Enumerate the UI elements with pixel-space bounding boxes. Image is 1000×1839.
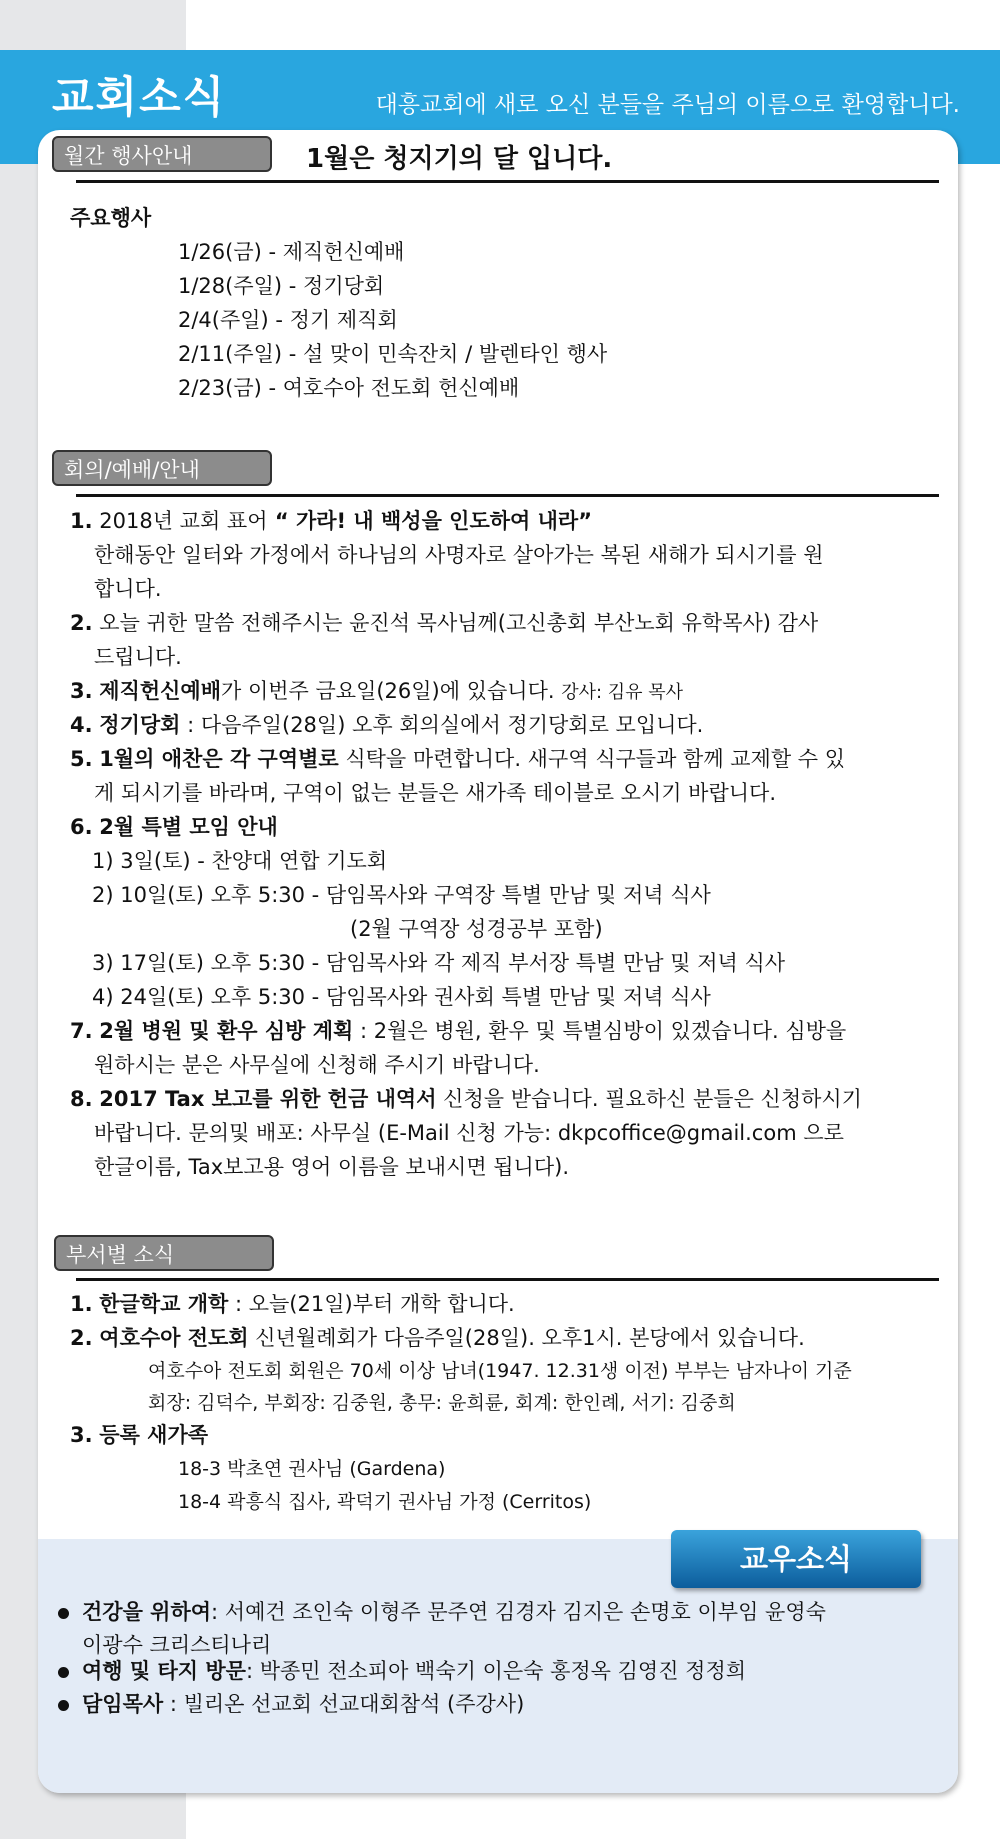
notice-item-8 (70, 1085, 862, 1113)
item-bold-text: 2017 Tax 보고를 위한 헌금 내역서 (99, 1087, 437, 1111)
member-news-pastor (82, 1690, 524, 1718)
event-item: 2/11(주일) - 설 맞이 민속잔치 / 발렌타인 행사 (178, 342, 608, 366)
item-continuation: 드립니다. (94, 645, 182, 669)
item-bold-text: “ 가라! 내 백성을 인도하여 내라” (267, 509, 592, 533)
item-bold-text: 여호수아 전도회 (99, 1326, 249, 1350)
dept-subnote: 회장: 김덕수, 부회장: 김중원, 총무: 윤희륜, 회계: 한인례, 서기: 김중희 (148, 1392, 736, 1414)
notice-item-2 (70, 609, 818, 637)
news-card (38, 130, 958, 1793)
item-text: 가 이번주 금요일(26일)에 있습니다. (221, 679, 555, 703)
notice-item-5 (70, 745, 845, 773)
item-continuation: 합니다. (94, 577, 162, 601)
member-news-travel (82, 1657, 746, 1685)
item-bold-text: 1월의 애찬은 각 구역별로 (99, 747, 339, 771)
item-number: 4. (70, 713, 93, 737)
section-divider (76, 1278, 939, 1281)
schedule-line: 3) 17일(토) 오후 5:30 - 담임목사와 각 제직 부서장 특별 만남 및 저녁 식사 (92, 951, 786, 975)
page-title: 교회소식 (52, 73, 227, 123)
item-bold-text: 2월 병원 및 환우 심방 계획 (99, 1019, 354, 1043)
item-number: 6. (70, 815, 93, 839)
item-bold-text: 한글학교 개학 (99, 1292, 229, 1316)
notice-item-7 (70, 1017, 846, 1045)
new-family-entry: 18-3 박초연 권사님 (Gardena) (178, 1458, 446, 1480)
section-divider (76, 180, 939, 183)
item-number: 3. (70, 679, 93, 703)
item-number: 8. (70, 1087, 93, 1111)
item-text: : 다음주일(28일) 오후 회의실에서 정기당회로 모입니다. (180, 713, 704, 737)
notice-item-1 (70, 507, 592, 535)
item-number: 2. (70, 1326, 93, 1350)
item-text: 오늘 귀한 말씀 전해주시는 윤진석 목사님께(고신총회 부산노회 유학목사) 감사 (99, 611, 819, 635)
item-text: 신년월례회가 다음주일(28일). 오후1시. 본당에서 있습니다. (248, 1326, 805, 1350)
notice-item-6 (70, 813, 278, 841)
item-continuation: 한글이름, Tax보고용 영어 이름을 보내시면 됩니다). (94, 1155, 570, 1179)
bullet-icon (58, 1608, 69, 1619)
item-bold-text: 건강을 위하여 (82, 1600, 212, 1624)
item-number: 7. (70, 1019, 93, 1043)
item-text: 신청을 받습니다. 필요하신 분들은 신청하시기 (436, 1087, 862, 1111)
item-text: : 빌리온 선교회 선교대회참석 (주강사) (163, 1692, 525, 1716)
item-bold-text: 정기당회 (99, 713, 181, 737)
item-number: 2. (70, 611, 93, 635)
item-bold-text: 2월 특별 모임 안내 (99, 815, 278, 839)
item-number: 5. (70, 747, 93, 771)
new-family-entry: 18-4 곽흥식 집사, 곽덕기 권사님 가정 (Cerritos) (178, 1491, 592, 1513)
section-divider (76, 494, 939, 497)
item-number: 1. (70, 509, 93, 533)
item-text: : 박종민 전소피아 백숙기 이은숙 홍정옥 김영진 정정희 (245, 1659, 747, 1683)
notice-item-4 (70, 711, 703, 739)
schedule-line: 2) 10일(토) 오후 5:30 - 담임목사와 구역장 특별 만남 및 저녁 식사 (92, 883, 711, 907)
speaker-note: 강사: 김유 목사 (561, 682, 684, 703)
item-continuation: 이광수 크리스티나리 (82, 1633, 272, 1657)
schedule-line: 4) 24일(토) 오후 5:30 - 담임목사와 권사회 특별 만남 및 저녁 식사 (92, 985, 711, 1009)
item-bold-text: 등록 새가족 (99, 1423, 209, 1447)
schedule-line: (2월 구역장 성경공부 포함) (350, 917, 603, 941)
item-number: 1. (70, 1292, 93, 1316)
item-continuation: 원하시는 분은 사무실에 신청해 주시기 바랍니다. (94, 1053, 540, 1077)
dept-subnote: 여호수아 전도회 회원은 70세 이상 남녀(1947. 12.31생 이전) 부부는 남자나이 기준 (148, 1360, 852, 1382)
bullet-icon (58, 1667, 69, 1678)
event-item: 2/23(금) - 여호수아 전도회 헌신예배 (178, 376, 520, 400)
item-bold-text: 담임목사 (82, 1692, 164, 1716)
schedule-line: 1) 3일(토) - 찬양대 연합 기도회 (92, 849, 388, 873)
dept-item-3 (70, 1421, 208, 1449)
item-text: : 서예건 조인숙 이형주 문주연 김경자 김지은 손명호 이부임 윤영숙 (211, 1600, 826, 1624)
section-label-departments: 부서별 소식 (54, 1235, 274, 1271)
dept-item-2 (70, 1324, 805, 1352)
item-text: : 2월은 병원, 환우 및 특별심방이 있겠습니다. 심방을 (353, 1019, 847, 1043)
notice-item-3 (70, 677, 683, 707)
monthly-heading: 1월은 청지기의 달 입니다. (306, 144, 613, 174)
item-bold-text: 제직헌신예배 (99, 679, 221, 703)
item-number: 3. (70, 1423, 93, 1447)
section-label-monthly: 월간 행사안내 (52, 136, 272, 172)
item-continuation: 한해동안 일터와 가정에서 하나님의 사명자로 살아가는 복된 새해가 되시기를 원 (94, 543, 824, 567)
item-text: : 오늘(21일)부터 개학 합니다. (228, 1292, 515, 1316)
item-bold-text: 여행 및 타지 방문 (82, 1659, 246, 1683)
event-item: 2/4(주일) - 정기 제직회 (178, 308, 398, 332)
event-item: 1/26(금) - 제직헌신예배 (178, 240, 405, 264)
item-text: 2018년 교회 표어 (99, 509, 268, 533)
main-events-title: 주요행사 (70, 206, 152, 230)
item-text: 식탁을 마련합니다. 새구역 식구들과 함께 교제할 수 있 (338, 747, 846, 771)
member-news-health (82, 1598, 826, 1626)
welcome-subtitle: 대흥교회에 새로 오신 분들을 주님의 이름으로 환영합니다. (375, 92, 960, 118)
item-continuation: 게 되시기를 바라며, 구역이 없는 분들은 새가족 테이블로 오시기 바랍니다. (94, 781, 777, 805)
dept-item-1 (70, 1290, 515, 1318)
section-label-meetings: 회의/예배/안내 (52, 450, 272, 486)
member-news-tab: 교우소식 (671, 1530, 921, 1588)
item-continuation: 바랍니다. 문의및 배포: 사무실 (E-Mail 신청 가능: dkpcoffice@gmail.com 으로 (94, 1121, 844, 1145)
bullet-icon (58, 1700, 69, 1711)
event-item: 1/28(주일) - 정기당회 (178, 274, 385, 298)
